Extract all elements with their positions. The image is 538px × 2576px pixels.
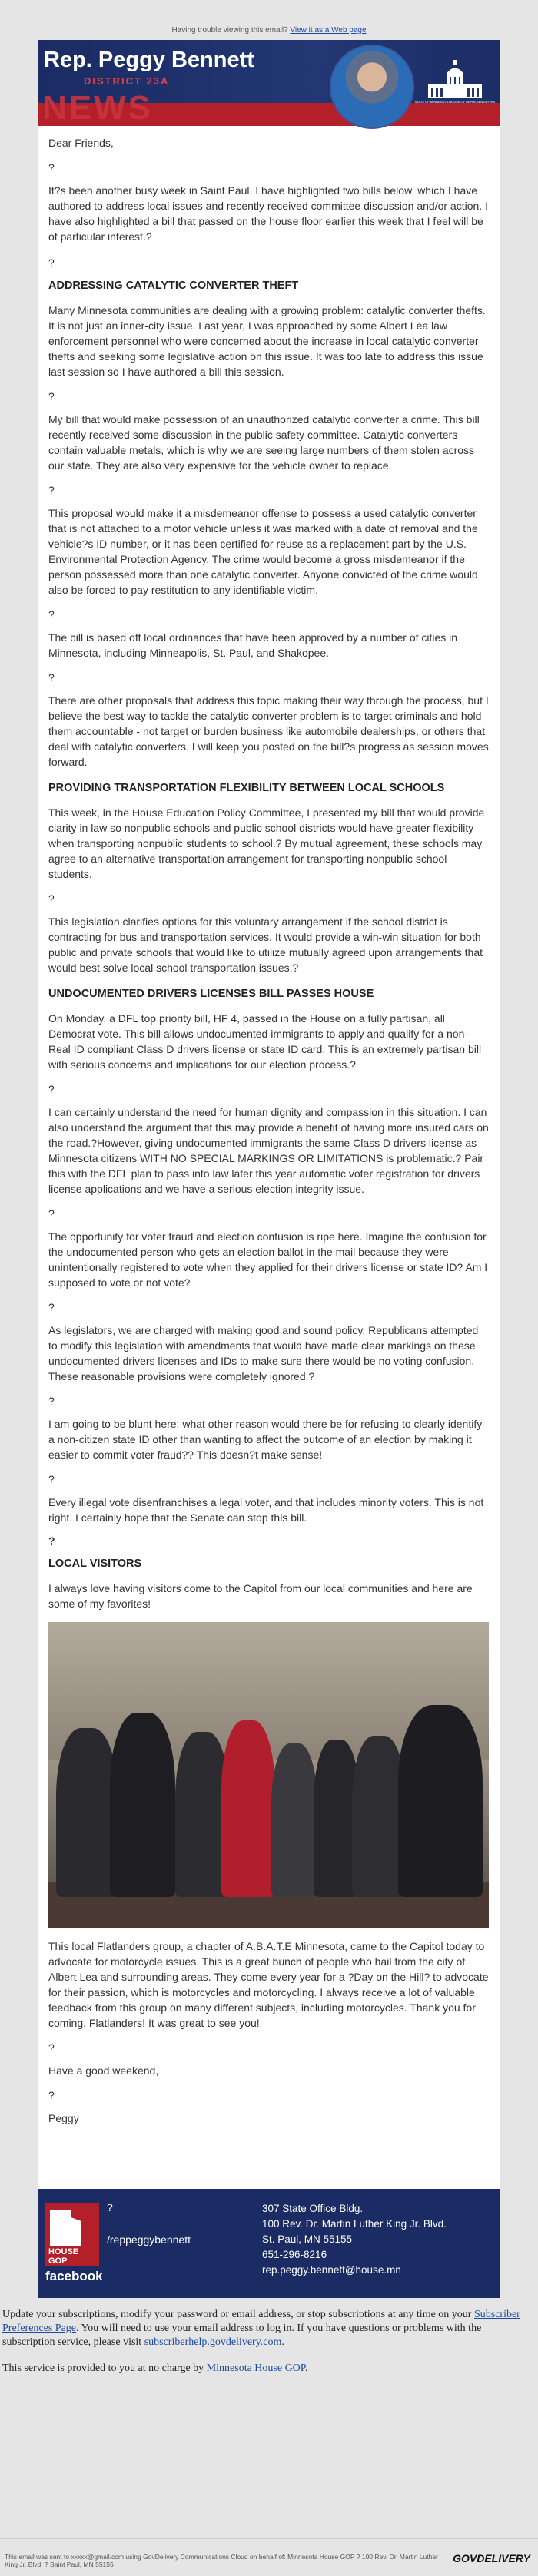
- preheader-text: Having trouble viewing this email?: [171, 26, 288, 35]
- newsletter-body: [38, 126, 500, 2126]
- newsletter-header: [38, 40, 500, 126]
- transport-p1: This week, in the House Education Policy Committee, I presented my bill that would provide clarity in law so nonpublic schools and public school districts would have greater flexibility when transporting nonpublic students to school.? By mutual agreement, these schools may agree to an alternative transportation arrangement for transporting nonpublic school students.: [48, 806, 485, 880]
- spacer-mark: ?: [48, 390, 55, 402]
- address-line: St. Paul, MN 55155: [262, 2233, 353, 2245]
- section-heading-transport: PROVIDING TRANSPORTATION FLEXIBILITY BETWEEN LOCAL SCHOOLS: [48, 782, 445, 794]
- subscription-info: [0, 2308, 538, 2376]
- visitors-photo: [48, 1622, 489, 1928]
- minnesota-house-gop-link[interactable]: Minnesota House GOP: [206, 2362, 306, 2374]
- licenses-p3: The opportunity for voter fraud and election confusion is ripe here. Imagine the confusion for the undocumented person who gets an election ballot in the mail because they were unintentionally registered to vote when they applied for their drivers license or state ID? Am I supposed to vote or not vote?: [48, 1230, 488, 1289]
- preheader: [0, 0, 538, 40]
- spacer-mark: ?: [48, 1395, 55, 1407]
- subscriber-help-link[interactable]: subscriberhelp.govdelivery.com: [144, 2336, 282, 2348]
- spacer-mark: ?: [48, 1207, 55, 1220]
- signature: Peggy: [48, 2112, 79, 2124]
- web-page-link[interactable]: View it as a Web page: [290, 26, 367, 35]
- facebook-handle-link[interactable]: /reppeggybennett: [107, 2233, 191, 2246]
- representative-photo: [330, 45, 414, 129]
- logo-text: HOUSE GOP: [48, 2247, 79, 2266]
- minnesota-shape-icon: [50, 2210, 81, 2246]
- contact-footer: [38, 2189, 500, 2298]
- spacer-mark: ?: [48, 1083, 55, 1095]
- spacer-mark: ?: [48, 2041, 55, 2054]
- transport-p2: This legislation clarifies options for this voluntary arrangement if the school district is contracting for bus and transportation services. It would provide a win-win situation for both public and private schools that would like to utilize mutually agreed upon arrangements that would best solve local school transportation issues.?: [48, 916, 483, 974]
- spacer-mark: ?: [48, 161, 55, 174]
- spacer-mark: ?: [48, 1301, 55, 1313]
- section-heading-catalytic: ADDRESSING CATALYTIC CONVERTER THEFT: [48, 280, 299, 292]
- capitol-caption: STATE OF MINNESOTA HOUSE OF REPRESENTATIVES: [414, 100, 496, 104]
- licenses-p1: On Monday, a DFL top priority bill, HF 4, passed in the House on a fully partisan, all Democrat vote. This bill allows undocumented immigrants to apply and qualify for a non-Real ID compliant Class D drivers license or state ID card. This is an extremely partisan bill with serious concerns and implications for our election process.?: [48, 1012, 482, 1071]
- house-gop-logo[interactable]: [45, 2203, 99, 2266]
- subscriber-preferences-link[interactable]: Subscriber Preferences Page: [2, 2309, 520, 2334]
- address-line: 307 State Office Bldg.: [262, 2203, 364, 2214]
- fine-print: This email was sent to xxxxx@gmail.com using GovDelivery Communications Cloud on behalf of: Minnesota House GOP ? 100 Rev. Dr. Martin Luther King Jr. Blvd. ? Saint Paul, MN 55155: [5, 2553, 438, 2568]
- divider: [0, 2538, 538, 2539]
- licenses-p2: I can certainly understand the need for human dignity and compassion in this situation. I can also understand the argument that this may provide a benefit of having more insured cars on the road.?However, giving undocumented immigrants the same Class D drivers license as Minnesota citizens WITH NO SPECIAL MARKINGS OR LIMITATIONS is problematic.? Pair this with the DFL plan to pass into law later this year automatic voter registration for drivers license applications and we have a serious election integrity issue.: [48, 1106, 489, 1195]
- section-heading-visitors: LOCAL VISITORS: [48, 1558, 142, 1570]
- address-line: 100 Rev. Dr. Martin Luther King Jr. Blvd.: [262, 2218, 447, 2230]
- spacer-mark: ?: [48, 608, 55, 621]
- phone-number: 651-296-8216: [262, 2249, 327, 2260]
- header-news-word: NEWS: [42, 89, 153, 127]
- spacer-mark: ?: [48, 892, 55, 905]
- spacer-mark: ?: [107, 2201, 113, 2213]
- spacer-mark: ?: [48, 257, 55, 269]
- header-name: Rep. Peggy Bennett: [44, 48, 254, 72]
- greeting: Dear Friends,: [48, 137, 114, 149]
- spacer-mark: ?: [48, 2089, 55, 2101]
- visitors-text: This local Flatlanders group, a chapter of A.B.A.T.E Minnesota, came to the Capitol today to advocate for motorcycle issues. This is a great bunch of people who hail from the city of Albert Lea and surrounding areas. They come every year for a ?Day on the Hill? to advocate for their passion, which is motorcycles and motorcycling. I always receive a lot of valuable feedback from this group on many different subjects, including motorcycles. Thank you for coming, Flatlanders! It was great to see you!: [48, 1940, 489, 2029]
- spacer-mark: ?: [48, 1473, 55, 1485]
- facebook-logo[interactable]: facebook: [45, 2269, 103, 2283]
- visitors-intro: I always love having visitors come to the Capitol from our local communities and here are some of my favorites!: [48, 1582, 473, 1610]
- email-container: [38, 40, 500, 2298]
- service-paragraph: This service is provided to you at no charge by Minnesota House GOP.: [2, 2362, 308, 2374]
- catalytic-p3: This proposal would make it a misdemeanor offense to possess a used catalytic converter that is not attached to a motor vehicle unless it was marked with a date of removal and the vehicle?s ID number, or it has been certified for reuse as a replacement part by the U.S. Environmental Protection Agency. The crime would become a gross misdemeanor if the person possessed more than one catalytic converter. Anyone convicted of the crime would also be forced to pay restitution to any identifiable victim.: [48, 507, 478, 596]
- catalytic-p1: Many Minnesota communities are dealing with a growing problem: catalytic converter thefts. It is not just an inner-city issue. Last year, I was approached by some Albert Lea law enforcement personnel who were concerned about the increase in local catalytic converter thefts and seeking some legislative action on this issue. It was too late to address this issue last session so I have authored a bill this session.: [48, 304, 486, 378]
- licenses-p5: I am going to be blunt here: what other reason would there be for refusing to clearly identify a non-citizen state ID other than wanting to affect the outcome of an election by making it easier to commit voter fraud?? This doesn?t make sense!: [48, 1418, 483, 1461]
- licenses-p4: As legislators, we are charged with making good and sound policy. Republicans attempted to modify this legislation with amendments that would have made clear markings on these undocumented drivers licenses and IDs to make sure there would be no voting confusion. These reasonable provisions were completely ignored.?: [48, 1324, 479, 1382]
- capitol-icon: [414, 58, 496, 104]
- licenses-p6: Every illegal vote disenfranchises a legal voter, and that includes minority voters. This is not right. I certainly hope that the Senate can stop this bill.: [48, 1496, 484, 1524]
- header-district: DISTRICT 23A: [84, 75, 170, 87]
- spacer-mark: ?: [48, 671, 55, 684]
- catalytic-p4: The bill is based off local ordinances that have been approved by a number of cities in Minnesota, including Minneapolis, St. Paul, and Shakopee.: [48, 631, 458, 659]
- section-heading-licenses: UNDOCUMENTED DRIVERS LICENSES BILL PASSES HOUSE: [48, 988, 374, 1000]
- fine-print-footer: [0, 2548, 538, 2576]
- closing: Have a good weekend,: [48, 2064, 159, 2077]
- manage-paragraph: Update your subscriptions, modify your password or email address, or stop subscriptions at any time on your Subscriber Preferences Page. You will need to use your email address to log in. If you have questions or problems with the subscription service, please visit subscriberhelp.govdelivery.com.: [2, 2309, 520, 2348]
- catalytic-p2: My bill that would make possession of an unauthorized catalytic converter a crime. This bill recently received some discussion in the public safety committee. Catalytic converters contain valuable metals, which is why we are seeing large numbers of them stolen across our state. They are also very expensive for the vehicle owner to replace.: [48, 413, 480, 472]
- catalytic-p5: There are other proposals that address this topic making their way through the process, but I believe the best way to tackle the catalytic converter problem is to target criminals and hold them accountable - not target or burden business like automobile dealerships, or others that deal with catalytic converters. I will keep you posted on the bill?s progress as session moves forward.: [48, 694, 489, 768]
- intro-paragraph: It?s been another busy week in Saint Paul. I have highlighted two bills below, which I have authored to address local issues and recently received committee discussion and/or action. I have also highlighted a bill that passed on the house floor earlier this week that I feel will be of particular interest.?: [48, 184, 488, 243]
- office-address: [262, 2201, 447, 2278]
- email-link[interactable]: rep.peggy.bennett@house.mn: [262, 2264, 401, 2276]
- spacer-mark: ?: [48, 484, 55, 496]
- spacer-mark-bold: ?: [48, 1535, 55, 1547]
- govdelivery-logo[interactable]: GOVDELIVERY: [453, 2552, 530, 2564]
